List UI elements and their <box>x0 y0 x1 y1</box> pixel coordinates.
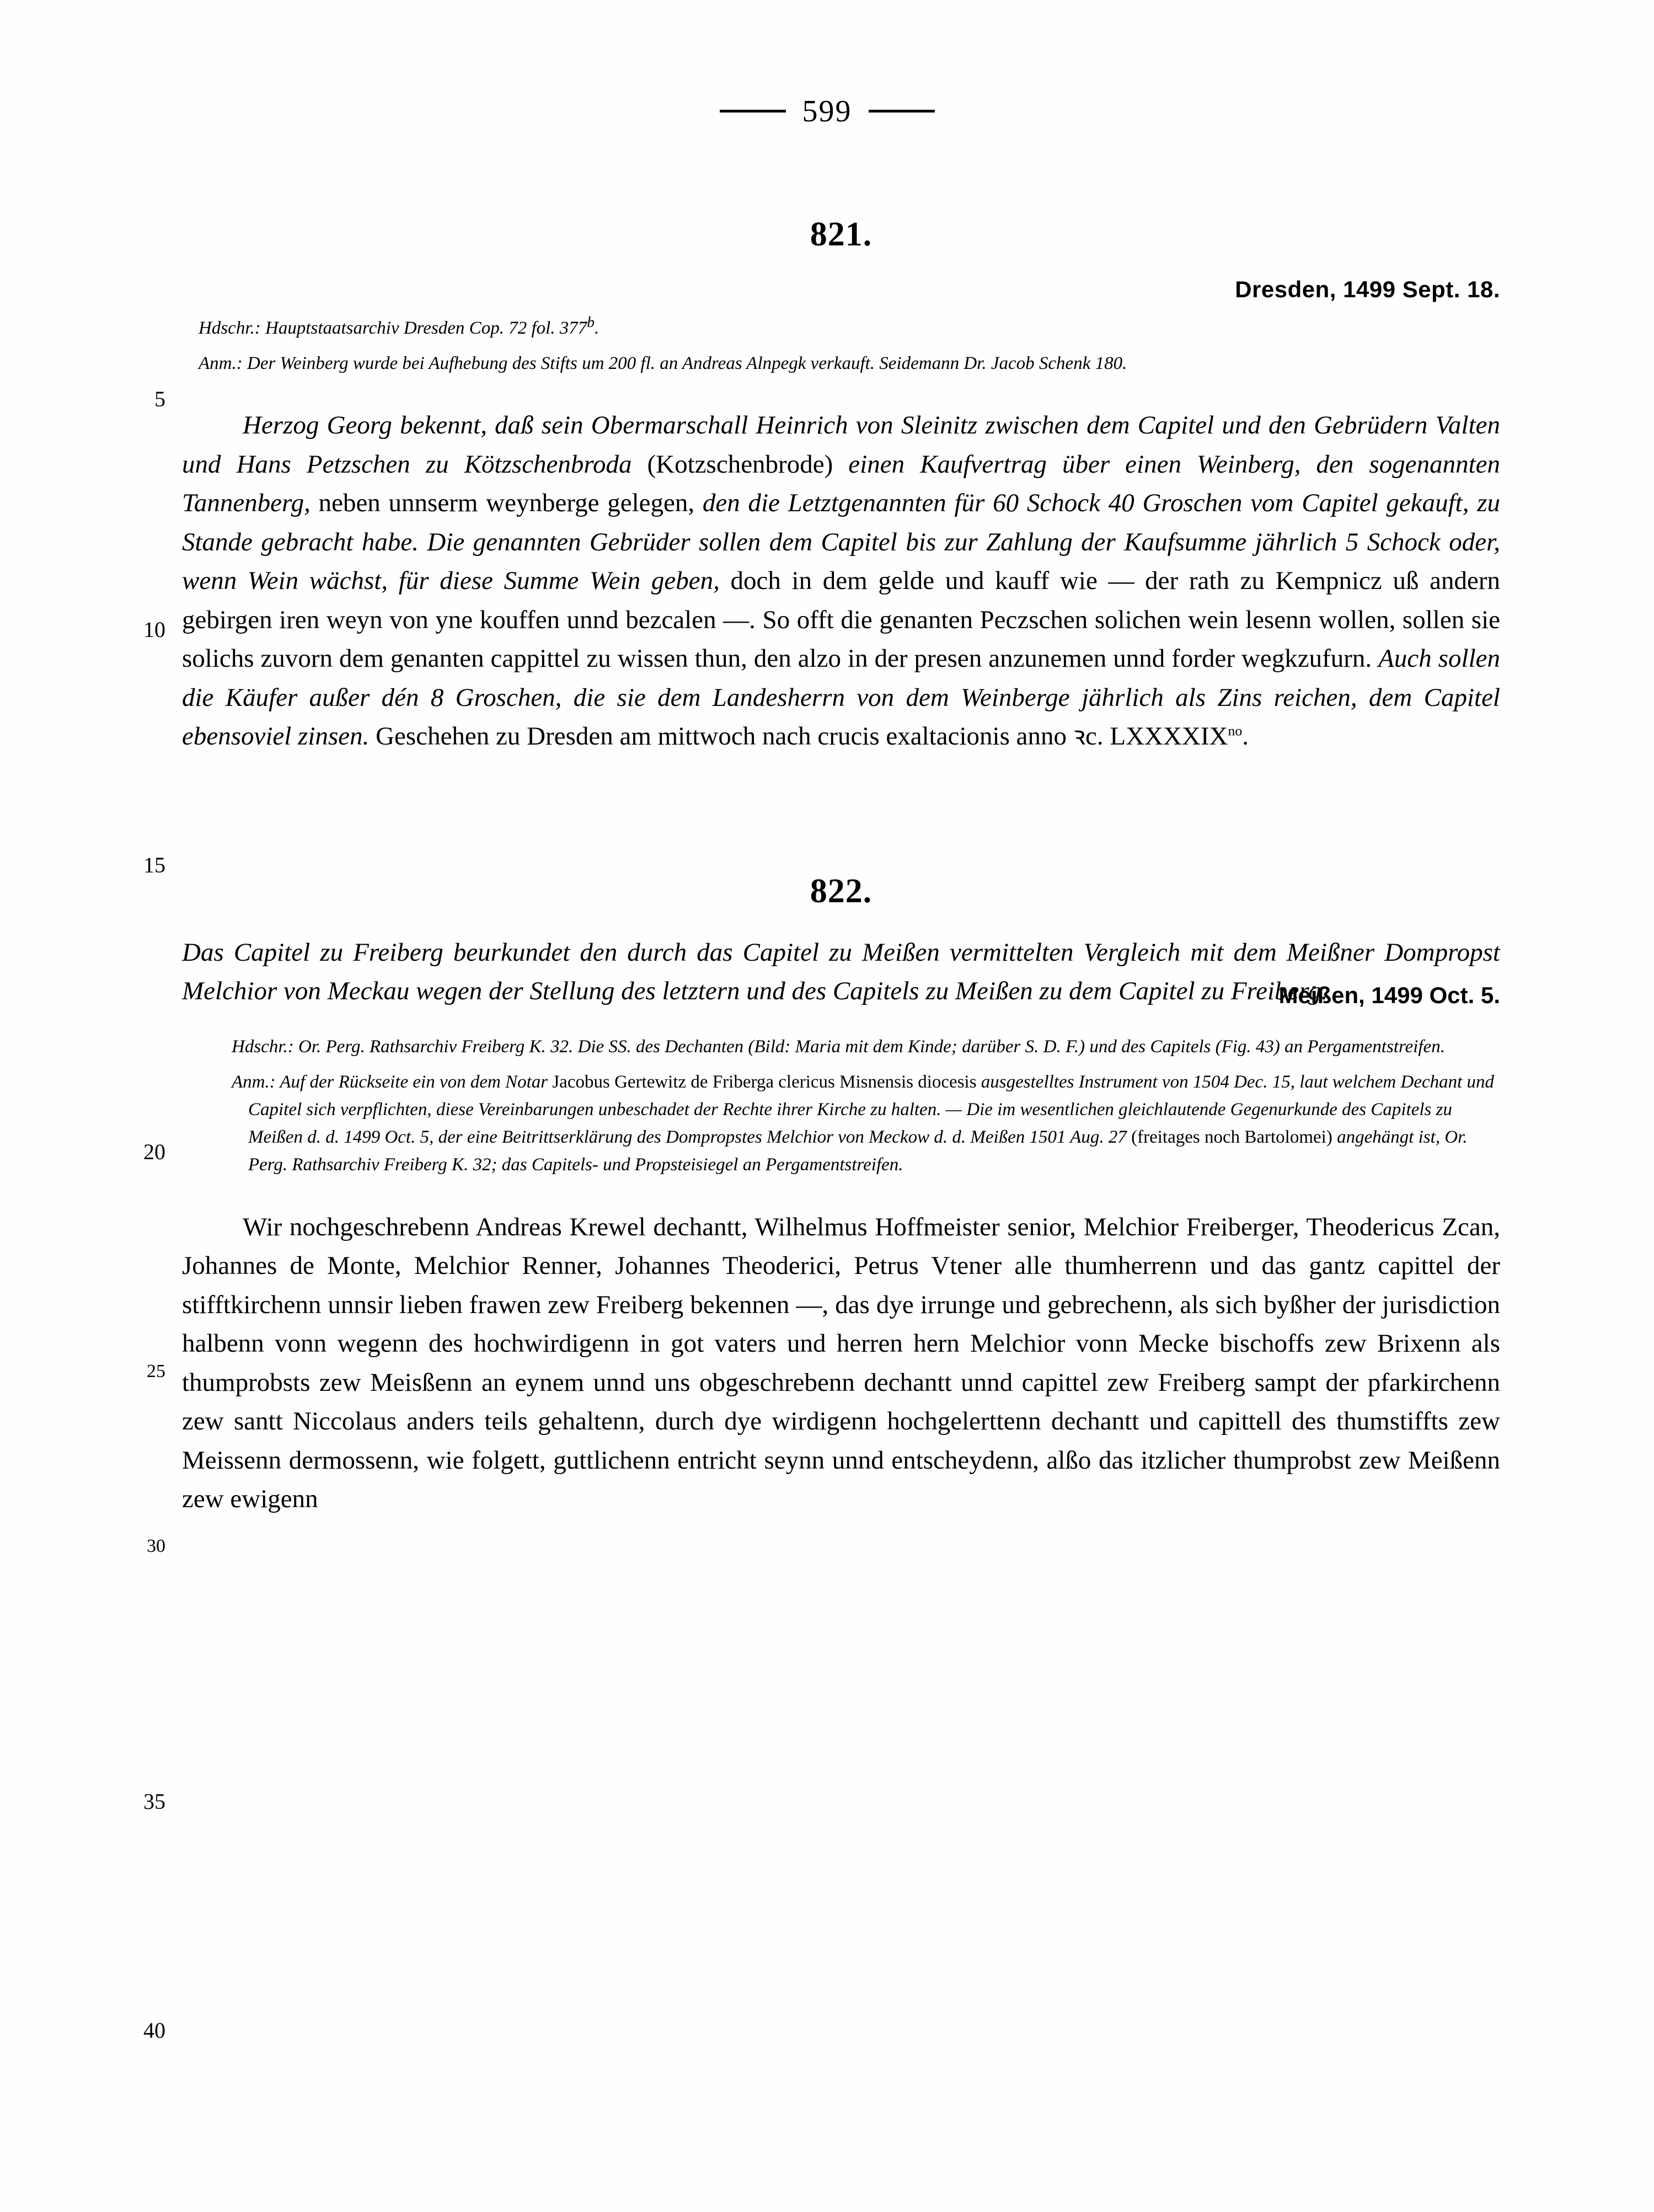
line-number-25: 25 <box>147 1361 165 1381</box>
folio-number: 599 <box>802 94 852 128</box>
annotation-822-italic-2: ausgestelltes Instrument von 1504 Dec. 15, laut welchem Dechant und Capitel sich verpflichten, diese Vereinbarungen unbeschadet der Rechte ihrer Kirche zu halten. — Die im wesentlichen gleichlautende Gegenurkunde des Capitels zu Meißen d. d. 1499 Oct. 5, der eine Beitrittserklärung des Dompropstes Melchior von Meckow d. d. Meißen 1501 Aug. 27 <box>248 1072 1495 1148</box>
dateline-821: Dresden, 1499 Sept. 18. <box>1235 276 1500 302</box>
annotation-text-821: Der Weinberg wurde bei Aufhebung des Stifts um 200 fl. an Andreas Alnpegk verkauft. Seidemann Dr. Jacob Schenk 180. <box>247 354 1127 374</box>
body-822 <box>182 1208 1500 1519</box>
source-note-822 <box>232 1033 1500 1061</box>
source-folio-superscript-821: b <box>587 313 595 330</box>
annotation-note-822 <box>232 1068 1500 1179</box>
line-number-15: 15 <box>143 853 165 877</box>
line-number-5: 5 <box>154 387 165 411</box>
body-821-ordinal-suffix: no <box>1228 722 1243 739</box>
body-821-seg-7: Auch sollen die Käufer außer dén 8 Groschen, die sie dem Landesherrn von dem Weinberge jährlich als Zins reichen, dem Capitel ebensoviel zinsen. <box>182 644 1500 751</box>
body-822-text: Wir nochgeschrebenn Andreas Krewel dechantt, Wilhelmus Hoffmeister senior, Melchior Freiberger, Theodericus Zcan, Johannes de Monte, Melchior Renner, Johannes Theoderici, Petrus Vtener alle thumherrenn und das gantz capittel der stifftkirchenn unnsir lieben frawen zew Freiberg bekennen —, das dye irrunge und gebrechenn, als sich byßher der jurisdiction halbenn vonn wegenn des hochwirdigenn in got vaters und herren hern Melchior vonn Mecke bischoffs zew Brixenn als thumprobsts zew Meisßenn an eynem unnd uns obgeschrebenn dechantt unnd capittel zew Freiberg sampt der pfarkirchenn zew santt Niccolaus anders teils gehaltenn, durch dye wirdigenn hochgelerttenn dechantt und capittell des thumstiffts zew Meissenn dermossenn, wie folgett, guttlichenn entricht seynn unnd entscheydenn, alßo das itzlicher thumprobst zew Meißenn zew ewigenn <box>182 1212 1500 1514</box>
body-821-seg-8: Geschehen zu Dresden am mittwoch nach crucis exaltacionis anno ꝛc. <box>369 722 1110 751</box>
line-number-20: 20 <box>143 1139 165 1164</box>
document-number-821: 821. <box>810 216 873 253</box>
body-821-seg-4: neben unnserm weynberge gelegen, <box>310 489 703 518</box>
dateline-822: Meißen, 1499 Oct. 5. <box>1278 982 1500 1008</box>
running-head <box>0 94 1654 129</box>
body-821-roman-numeral: LXXXXIX <box>1110 722 1228 751</box>
source-label-822: Hdschr.: <box>232 1036 294 1057</box>
text-block <box>182 182 1500 1519</box>
line-number-40: 40 <box>143 2018 165 2043</box>
line-number-35: 35 <box>143 1789 165 1814</box>
body-821-seg-2: (Kotzschenbrode) <box>631 449 849 479</box>
head-rule-left <box>720 110 786 113</box>
body-821-seg-final: . <box>1242 722 1249 751</box>
annotation-822-roman-1: Jacobus Gertewitz de Friberga clericus Misnensis diocesis <box>552 1072 981 1092</box>
document-821 <box>182 215 1500 756</box>
document-822 <box>182 872 1500 1519</box>
body-821-seg-3: einen Kaufvertrag über einen Weinberg, den sogenannten Tannenberg, <box>182 449 1500 518</box>
line-number-10: 10 <box>143 617 165 642</box>
regest-822: Das Capitel zu Freiberg beurkundet den durch das Capitel zu Meißen vermittelten Vergleich mit dem Meißner Dompropst Melchior von Meckau wegen der Stellung des letztern und des Capitels zu Meißen zu dem Capitel zu Freiberg. <box>182 938 1500 1006</box>
body-821-seg-5: den die Letztgenannten für 60 Schock 40 Groschen vom Capitel gekauft, zu Stande gebracht habe. Die genannten Gebrüder sollen dem Capitel bis zur Zahlung der Kaufsumme jährlich 5 Schock oder, wenn Wein wächst, für diese Summe Wein geben, <box>182 489 1500 596</box>
line-number-30: 30 <box>147 1536 165 1556</box>
source-text-821: Hauptstaatsarchiv Dresden Cop. 72 fol. 377 <box>265 318 587 338</box>
document-separator <box>182 756 1500 839</box>
source-label-821: Hdschr.: <box>199 318 261 338</box>
body-821-seg-6: doch in dem gelde und kauff wie — der rath zu Kempnicz uß andern gebirgen iren weyn von yne kouffen unnd bezcalen —. So offt die genanten Peczschen solichen wein lesenn wollen, sollen sie solichs zuvorn dem genanten cappittel zu wissen thun, den alzo in der presen anzunemen unnd forder wegkzufurn. <box>182 566 1500 673</box>
annotation-822-italic-3: angehängt ist, Or. Perg. Rathsarchiv Freiberg K. 32; das Capitels- und Propsteisiegel an Pergamentstreifen. <box>248 1127 1468 1175</box>
document-number-822: 822. <box>810 872 873 910</box>
annotation-822-roman-2: (freitages noch Bartolomei) <box>1131 1127 1337 1148</box>
head-rule-right <box>869 110 935 113</box>
source-text-tail-821: . <box>595 318 599 338</box>
annotation-note-821 <box>199 350 1500 377</box>
annotation-label-821: Anm.: <box>199 354 243 374</box>
source-text-822: Or. Perg. Rathsarchiv Freiberg K. 32. Die SS. des Dechanten (Bild: Maria mit dem Kinde; darüber S. D. F.) und des Capitels (Fig. 43) an Pergamentstreifen. <box>298 1036 1445 1057</box>
annotation-label-822: Anm.: <box>232 1072 276 1092</box>
annotation-822-italic-1: Auf der Rückseite ein von dem Notar <box>280 1072 553 1092</box>
apparatus-spacer-822 <box>182 1009 1500 1025</box>
source-note-821 <box>199 310 1500 342</box>
body-821 <box>182 406 1500 756</box>
body-821-seg-1: Herzog Georg bekennt, daß sein Obermarschall Heinrich von Sleinitz zwischen dem Capitel und den Gebrüdern Valten und Hans Petzschen zu Kötzschenbroda <box>182 411 1500 479</box>
